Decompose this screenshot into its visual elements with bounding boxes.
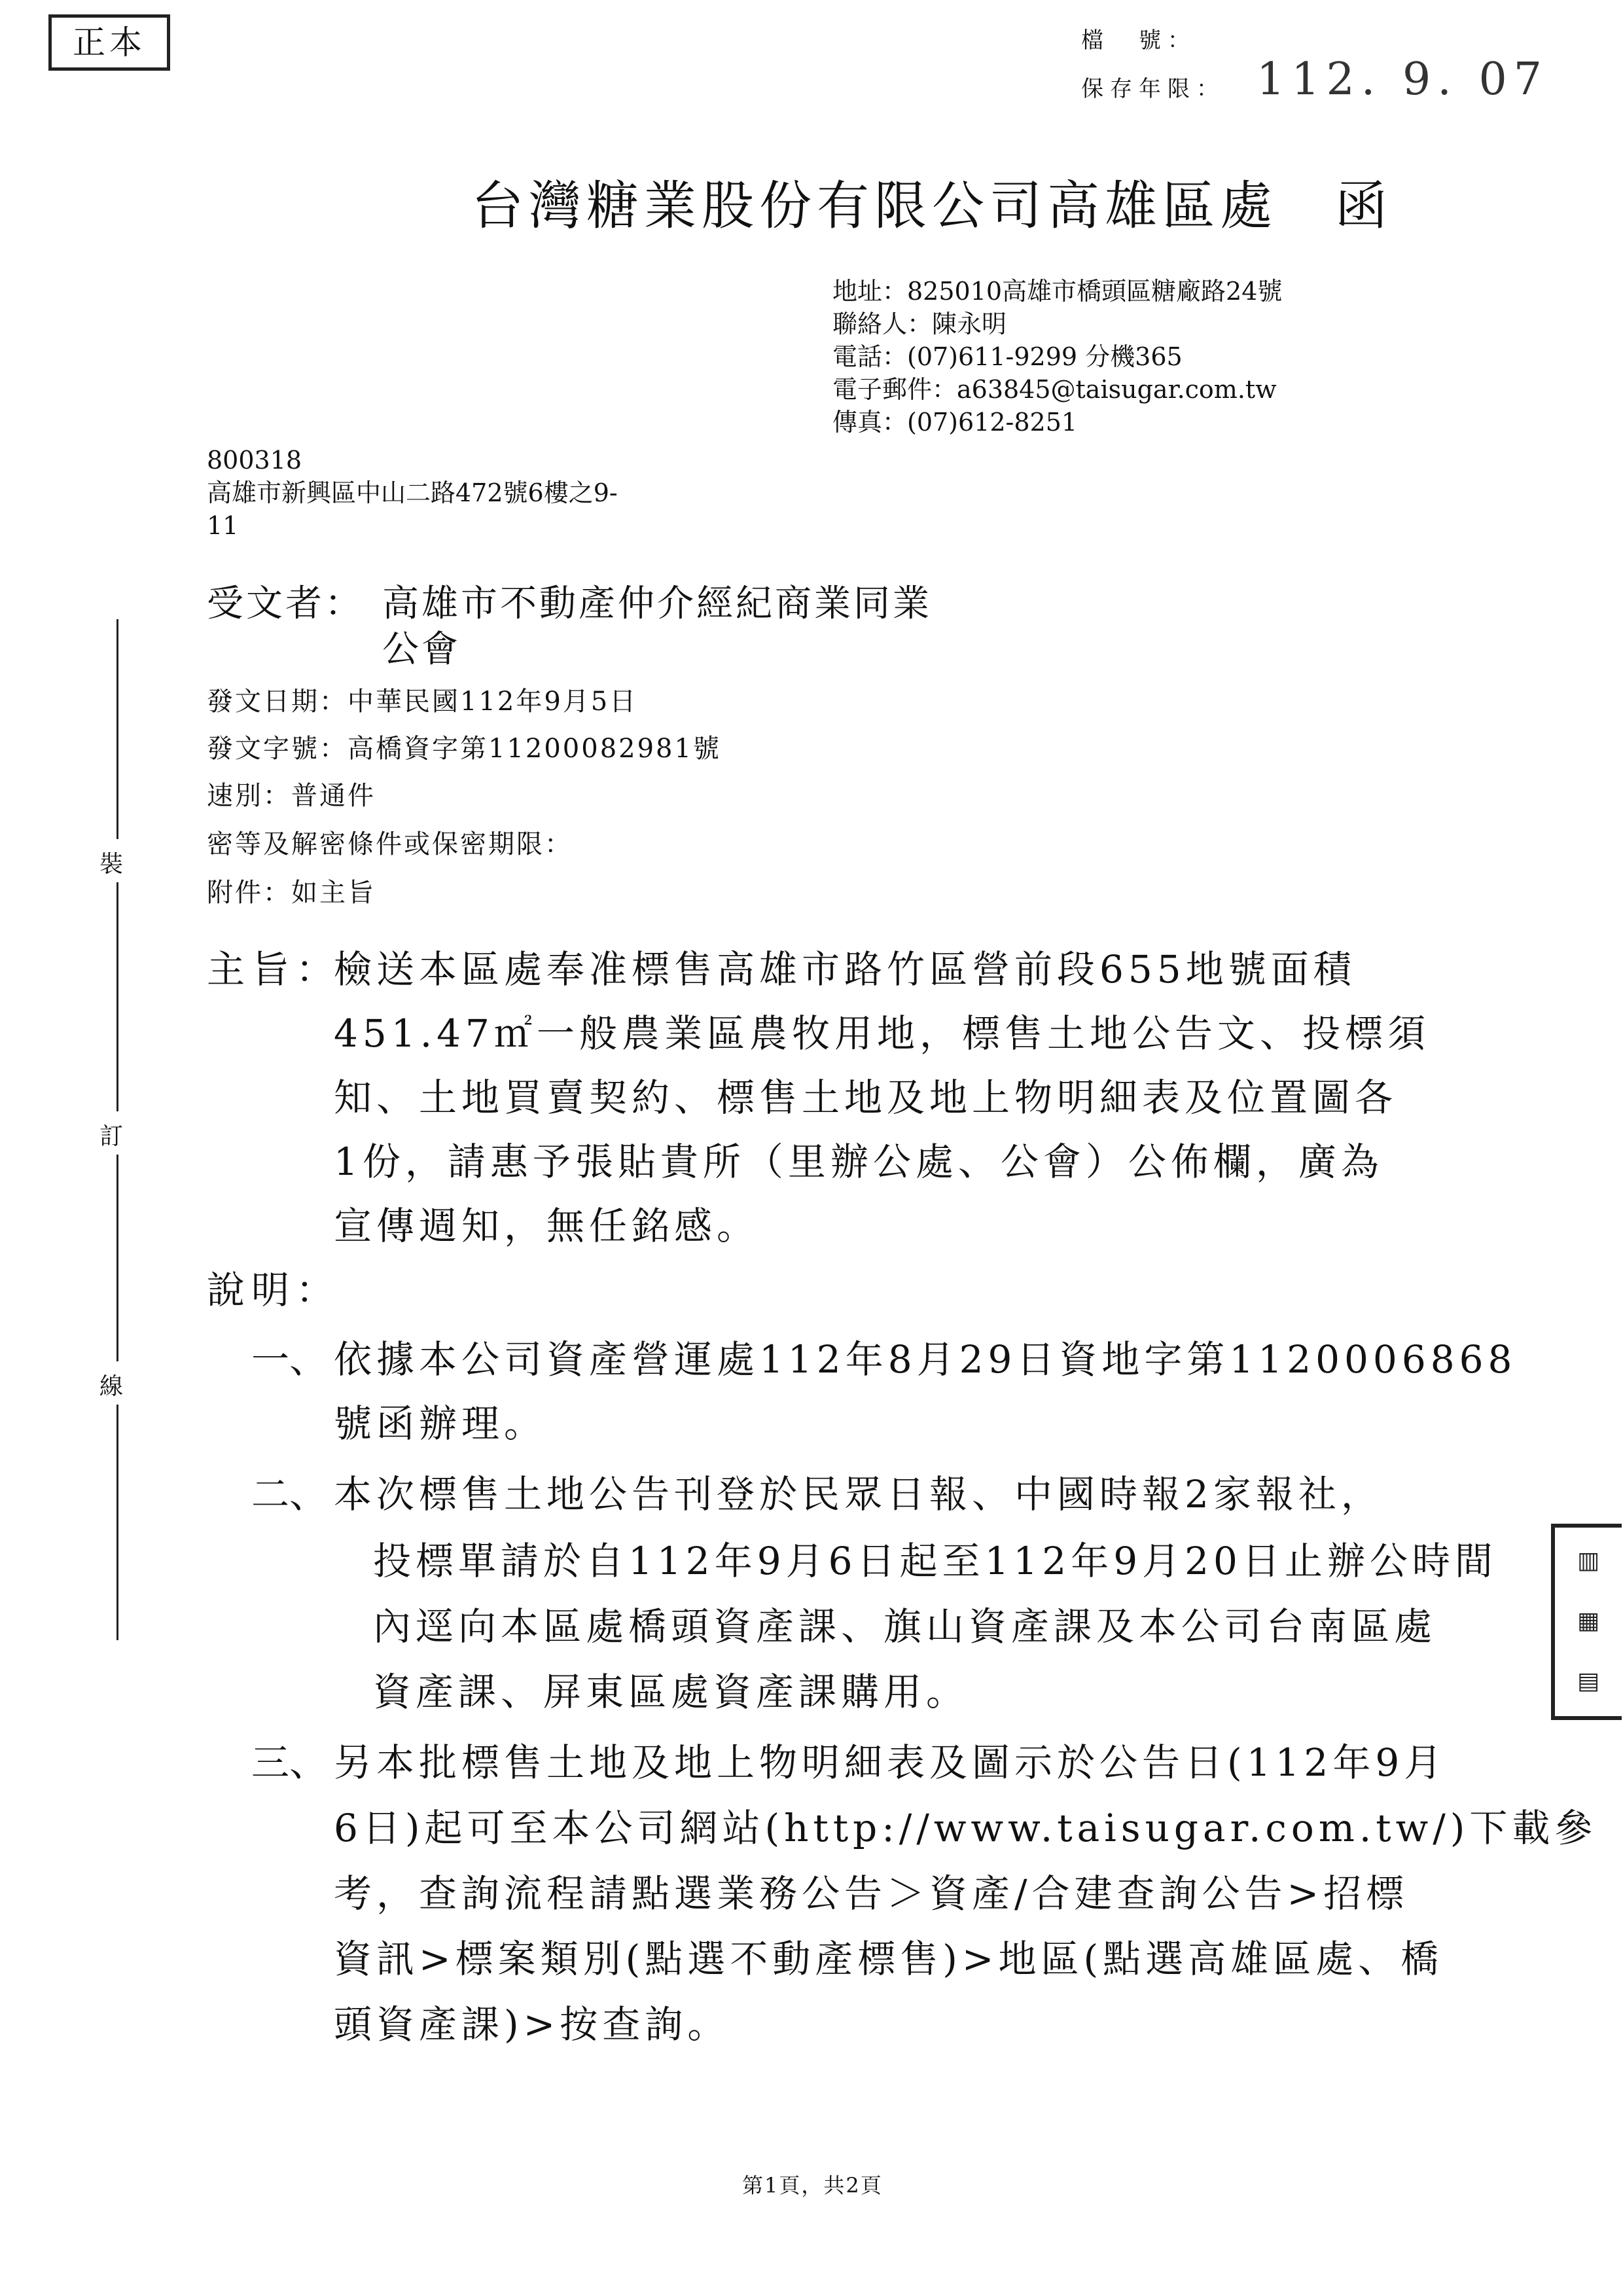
- recipient-label: 受文者：: [207, 583, 364, 625]
- copy-stamp: 正本: [48, 14, 170, 71]
- recipient-name-line1: 高雄市不動產仲介經紀商業同業: [382, 583, 932, 625]
- explanation-item-number: 二、: [251, 1472, 328, 1516]
- sender-contact: 聯絡人：陳永明: [832, 310, 1007, 338]
- explanation-line: 內逕向本區處橋頭資產課、旗山資產課及本公司台南區處: [373, 1604, 1437, 1649]
- explanation-label: 說明：: [207, 1268, 341, 1312]
- binding-mark: 裝: [99, 851, 124, 878]
- binding-line-segment: [116, 1155, 118, 1361]
- binding-line-segment: [116, 619, 118, 839]
- explanation-line: 考，查詢流程請點選業務公告＞資產/合建查詢公告>招標: [334, 1871, 1409, 1916]
- document-number: 發文字號：高橋資字第11200082981號: [207, 734, 721, 764]
- explanation-line: 6日)起可至本公司網站(http://www.taisugar.com.tw/)下載參: [334, 1806, 1597, 1850]
- sender-fax: 傳真：(07)612-8251: [832, 408, 1078, 437]
- recipient-name-line2: 公會: [382, 628, 461, 671]
- subject-line: 知、土地買賣契約、標售土地及地上物明細表及位置圖各: [334, 1075, 1398, 1120]
- binding-line-segment: [116, 882, 118, 1111]
- confidentiality-level: 密等及解密條件或保密期限：: [207, 829, 573, 859]
- explanation-line: 投標單請於自112年9月6日起至112年9月20日止辦公時間: [373, 1539, 1497, 1583]
- binding-mark: 線: [99, 1373, 124, 1400]
- recipient-address-line2: 11: [207, 511, 239, 540]
- subject-line: 451.47㎡一般農業區農牧用地，標售土地公告文、投標須: [334, 1011, 1430, 1056]
- recipient-address-line1: 高雄市新興區中山二路472號6樓之9-: [207, 478, 618, 507]
- page-number: 第1頁，共2頁: [742, 2173, 883, 2198]
- subject-line: 宣傳週知，無任銘感。: [334, 1204, 760, 1248]
- binding-line-segment: [116, 1405, 118, 1640]
- official-seal: ▥ ▦ ▤: [1551, 1524, 1622, 1720]
- sender-phone: 電話：(07)611-9299 分機365: [832, 342, 1183, 371]
- explanation-line: 頭資產課)>按查詢。: [334, 2002, 730, 2047]
- retention-label: 保存年限：: [1081, 76, 1225, 102]
- file-number-label: 檔 號：: [1081, 27, 1196, 54]
- explanation-line: 另本批標售土地及地上物明細表及圖示於公告日(112年9月: [334, 1740, 1447, 1785]
- delivery-speed: 速別：普通件: [207, 781, 376, 811]
- subject-line: 1份，請惠予張貼貴所（里辦公處、公會）公佈欄，廣為: [334, 1139, 1383, 1184]
- explanation-line: 號函辦理。: [334, 1401, 547, 1446]
- sender-email: 電子郵件：a63845@taisugar.com.tw: [832, 375, 1277, 404]
- document-title: 台灣糖業股份有限公司高雄區處 函: [471, 175, 1393, 236]
- explanation-line: 資產課、屏東區處資產課購用。: [373, 1670, 969, 1714]
- subject-line: 檢送本區處奉准標售高雄市路竹區營前段655地號面積: [334, 947, 1356, 992]
- received-date-stamp: 112. 9. 07: [1257, 54, 1549, 105]
- explanation-line: 資訊>標案類別(點選不動產標售)>地區(點選高雄區處、橋: [334, 1937, 1444, 1981]
- recipient-postal-code: 800318: [207, 446, 302, 475]
- binding-mark: 訂: [99, 1123, 124, 1150]
- explanation-item-number: 三、: [251, 1740, 328, 1785]
- subject-label: 主旨：: [207, 947, 341, 992]
- issue-date: 發文日期：中華民國112年9月5日: [207, 687, 638, 717]
- attachment-note: 附件：如主旨: [207, 878, 376, 908]
- explanation-item-number: 一、: [251, 1337, 328, 1382]
- sender-address: 地址：825010高雄市橋頭區糖廠路24號: [832, 277, 1283, 306]
- explanation-line: 本次標售土地公告刊登於民眾日報、中國時報2家報社，: [334, 1472, 1383, 1516]
- explanation-line: 依據本公司資產營運處112年8月29日資地字第1120006868: [334, 1337, 1517, 1382]
